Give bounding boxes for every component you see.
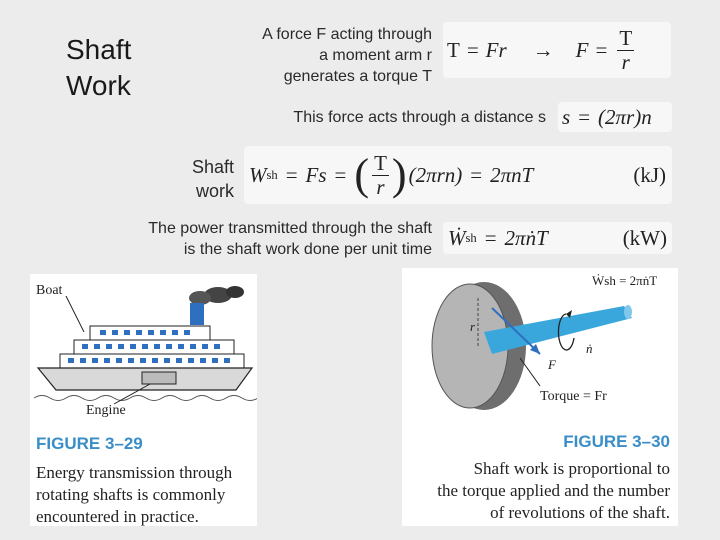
title-line-1: Shaft xyxy=(66,34,132,65)
eq-force-distance: Fs xyxy=(305,162,327,187)
eq-fraction: $\frac{T}{r}$ xyxy=(619,26,633,74)
label-power: Ẇsh = 2πṅT xyxy=(592,273,658,288)
power-description xyxy=(100,218,432,260)
title-line-2: Work xyxy=(66,70,131,101)
force-line-3: generates a torque T xyxy=(283,68,432,85)
shaft-work-label xyxy=(150,155,234,203)
distance-equation: s = (2πr)n xyxy=(558,102,672,132)
figure-3-29-caption: Energy transmission through rotating shafts is commonly encountered in practice. xyxy=(36,463,233,526)
eq-work-result: 2πnT xyxy=(490,162,534,187)
eq-work-mid: (2πrn) xyxy=(408,162,463,187)
label-boat: Boat xyxy=(36,283,63,298)
eq-power-unit: (kW) xyxy=(622,225,667,250)
boat-illustration xyxy=(30,274,257,426)
force-description xyxy=(200,24,432,87)
figure-shaft xyxy=(402,268,678,526)
shaft-work-line-1: Shaft xyxy=(191,157,234,177)
eq-work-unit: (kJ) xyxy=(633,162,666,187)
power-line-2: is the shaft work done per unit time xyxy=(183,241,432,258)
force-line-2: a moment arm r xyxy=(319,47,432,64)
distance-description: This force acts through a distance s xyxy=(293,109,546,126)
eq-force-arm: Fr xyxy=(485,37,507,62)
power-line-1: The power transmitted through the shaft xyxy=(148,220,432,237)
eq-work-symbol: W xyxy=(249,162,267,187)
torque-equation: T = Fr → F = $\frac{T}{r}$ xyxy=(443,22,671,78)
arrow-icon: → xyxy=(532,37,554,62)
label-revolutions: ṅ xyxy=(586,341,593,356)
figure-3-29-heading: FIGURE 3–29 xyxy=(36,434,143,453)
eq-distance-expr: (2πr)n xyxy=(598,104,652,129)
label-engine: Engine xyxy=(86,403,126,418)
eq-force: F xyxy=(575,37,589,62)
power-equation: Ẇ sh = 2πṅT (kW) xyxy=(443,222,672,254)
eq-power-result: 2πṅT xyxy=(504,225,548,250)
force-line-1: A force F acting through xyxy=(262,26,432,43)
shaft-work-line-2: work xyxy=(195,181,234,201)
eq-work-fraction: $\frac{T}{r}$ xyxy=(374,151,387,199)
label-radius: r xyxy=(470,319,476,334)
eq-torque-symbol: T xyxy=(447,37,460,62)
work-equation: W sh = Fs = ( $\frac{T}{r}$ ) (2πrn) = 2πnT (kJ) xyxy=(244,146,672,204)
figure-3-30-heading: FIGURE 3–30 xyxy=(563,432,670,451)
figure-boat xyxy=(30,274,257,526)
label-force: F xyxy=(548,357,556,372)
figure-3-30-caption: Shaft work is proportional to the torque applied and the number of revolutions of the shaft. xyxy=(437,459,670,522)
label-torque: Torque = Fr xyxy=(540,389,607,404)
eq-equals: = xyxy=(466,37,479,62)
eq-distance-symbol: s xyxy=(562,104,571,129)
page-title xyxy=(66,32,131,104)
